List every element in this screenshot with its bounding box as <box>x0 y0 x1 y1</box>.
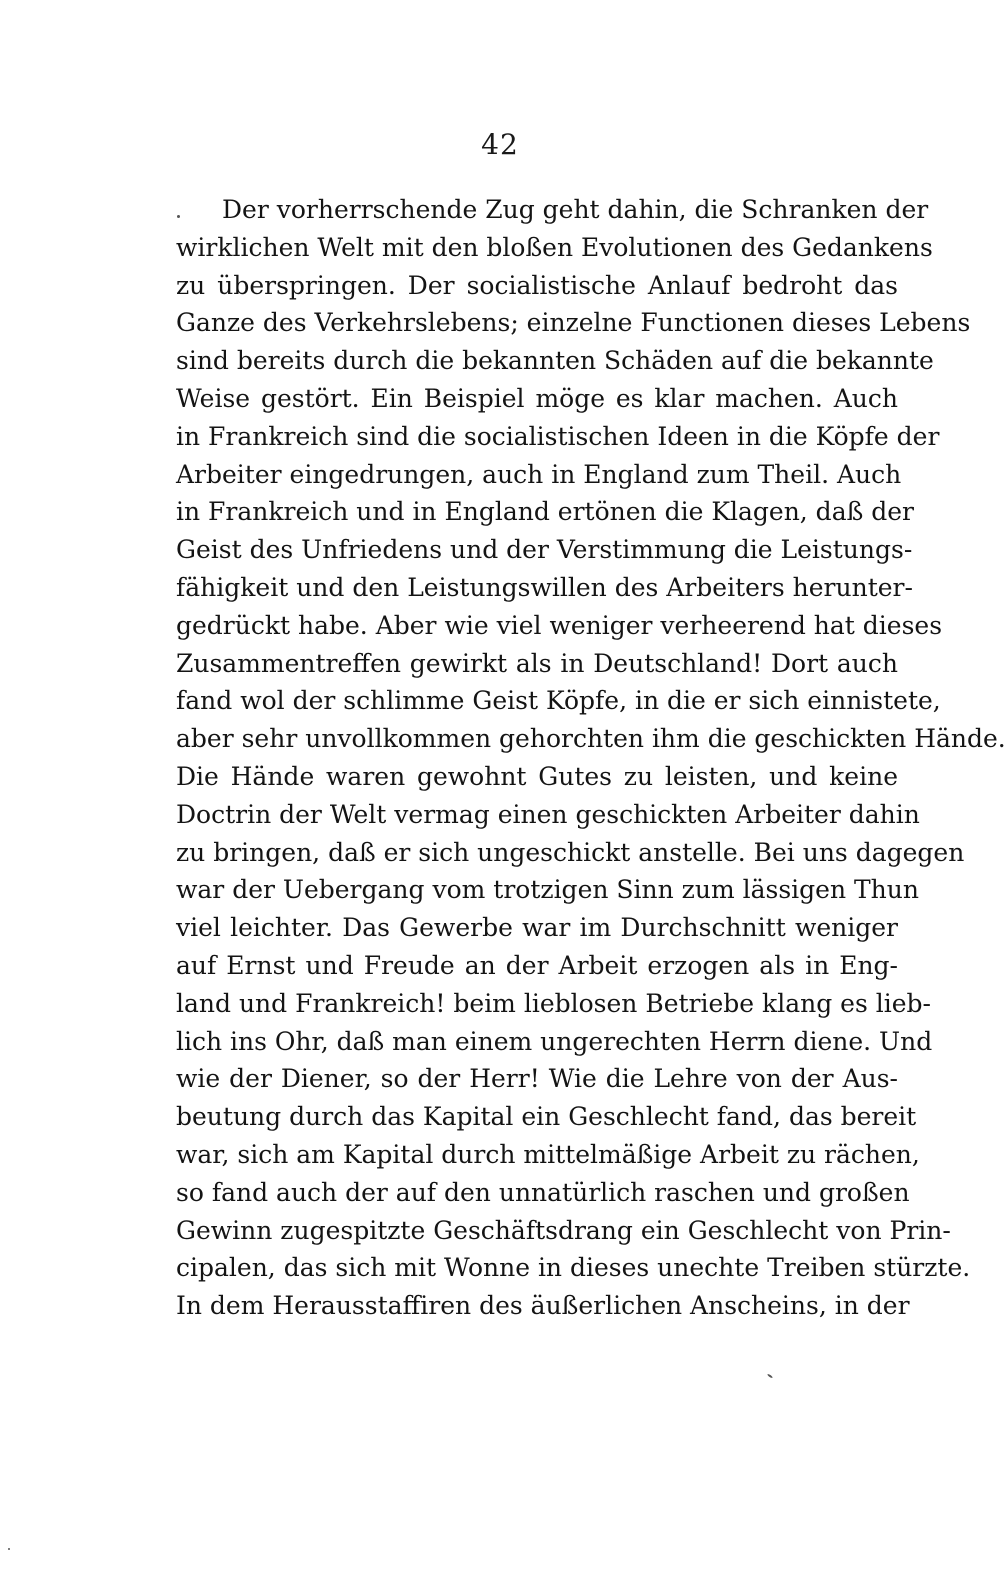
text-line: cipalen, das sich mit Wonne in dieses unechte Treiben stürzte. <box>176 1253 971 1283</box>
text-line: Geist des Unfriedens und der Verstimmung die Leistungs- <box>176 535 913 565</box>
page-number: 42 <box>481 128 519 161</box>
text-line: zu bringen, daß er sich ungeschickt anstelle. Bei uns dagegen <box>176 837 965 867</box>
text-line: Die Hände waren gewohnt Gutes zu leisten, und keine <box>176 761 898 791</box>
text-line: gedrückt habe. Aber wie viel weniger verheerend hat dieses <box>176 610 943 640</box>
text-line: war, sich am Kapital durch mittelmäßige Arbeit zu rächen, <box>176 1139 920 1169</box>
text-line: Arbeiter eingedrungen, auch in England zum Theil. Auch <box>176 459 902 489</box>
text-line: fand wol der schlimme Geist Köpfe, in die er sich einnistete, <box>176 686 941 716</box>
text-line: Ganze des Verkehrslebens; einzelne Functionen dieses Lebens <box>176 308 971 338</box>
text-line: fähigkeit und den Leistungswillen des Arbeiters herunter- <box>176 572 913 602</box>
text-line: Der vorherrschende Zug geht dahin, die Schranken der <box>222 195 929 224</box>
text-line: Weise gestört. Ein Beispiel möge es klar machen. Auch <box>176 383 898 413</box>
text-line: in Frankreich sind die socialistischen Ideen in die Köpfe der <box>176 421 940 451</box>
text-line: Gewinn zugespitzte Geschäftsdrang ein Geschlecht von Prin- <box>176 1215 951 1245</box>
text-line: aber sehr unvollkommen gehorchten ihm die geschickten Hände. <box>176 724 1006 754</box>
text-line: so fand auch der auf den unnatürlich raschen und großen <box>176 1177 910 1207</box>
ink-speck <box>767 1373 773 1378</box>
text-line: in Frankreich und in England ertönen die Klagen, daß der <box>176 497 914 527</box>
text-line: wirklichen Welt mit den bloßen Evolutionen des Gedankens <box>176 232 933 262</box>
text-line: In dem Herausstaffiren des äußerlichen Anscheins, in der <box>176 1291 910 1321</box>
text-line: Zusammentreffen gewirkt als in Deutschland! Dort auch <box>176 648 898 678</box>
text-line: viel leichter. Das Gewerbe war im Durchschnitt weniger <box>176 913 898 943</box>
text-line: zu überspringen. Der socialistische Anlauf bedroht das <box>176 270 898 300</box>
text-line: Doctrin der Welt vermag einen geschickten Arbeiter dahin <box>176 799 920 829</box>
text-line: sind bereits durch die bekannten Schäden auf die bekannte <box>176 346 934 376</box>
text-line: wie der Diener, so der Herr! Wie die Lehre von der Aus- <box>176 1064 898 1094</box>
text-line: beutung durch das Kapital ein Geschlecht fand, das bereit <box>176 1102 917 1132</box>
ink-speck <box>177 215 180 218</box>
text-line: lich ins Ohr, daß man einem ungerechten Herrn diene. Und <box>176 1026 933 1056</box>
text-line: war der Uebergang vom trotzigen Sinn zum lässigen Thun <box>176 875 919 905</box>
body-text <box>176 191 1006 1325</box>
text-line: auf Ernst und Freude an der Arbeit erzogen als in Eng- <box>176 950 898 980</box>
text-line: land und Frankreich! beim lieblosen Betriebe klang es lieb- <box>176 988 931 1018</box>
ink-speck <box>8 1548 10 1550</box>
